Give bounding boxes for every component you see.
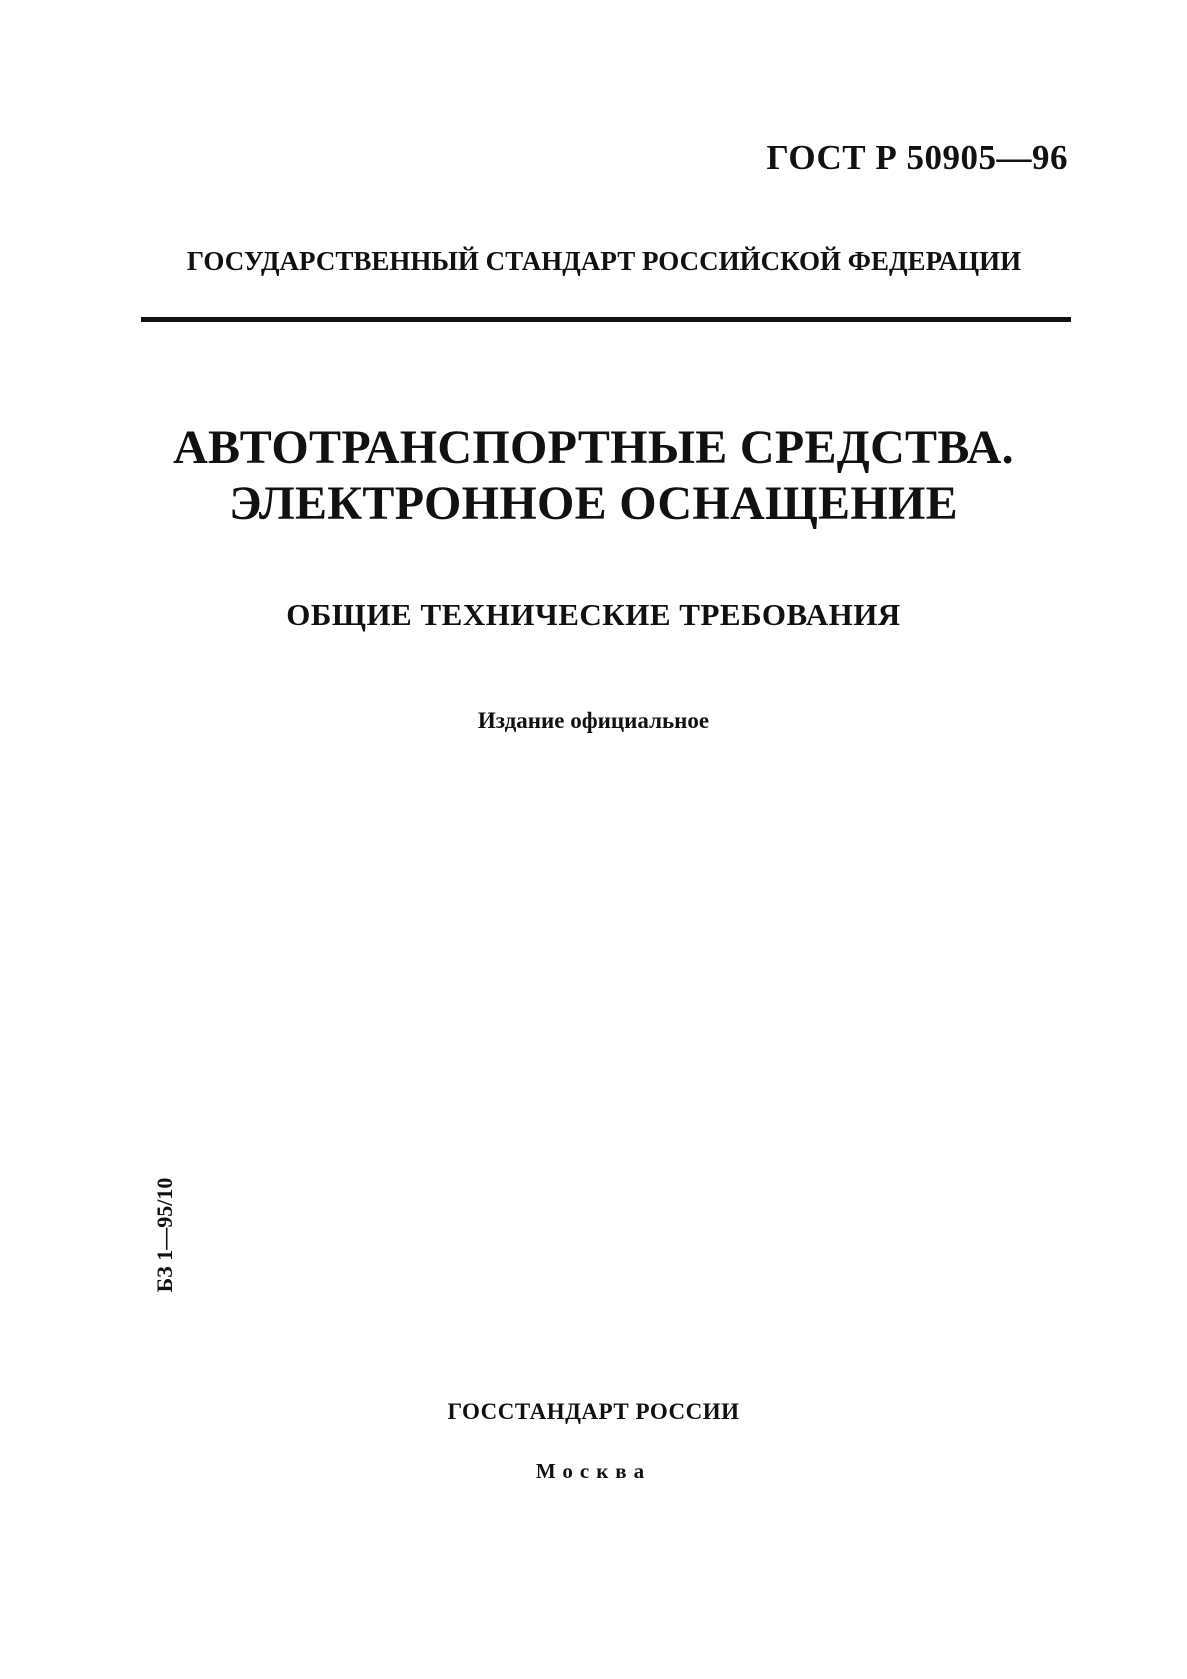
title-line-1: АВТОТРАНСПОРТНЫЕ СРЕДСТВА. xyxy=(173,421,1014,474)
document-title xyxy=(0,420,1187,532)
header-divider xyxy=(141,317,1071,322)
gost-number: ГОСТ Р 50905—96 xyxy=(766,138,1068,177)
publication-city: Москва xyxy=(535,1459,652,1483)
edition-note: Издание официальное xyxy=(477,708,710,733)
side-code: БЗ 1—95/10 xyxy=(152,1177,177,1293)
title-line-2: ЭЛЕКТРОННОЕ ОСНАЩЕНИЕ xyxy=(229,477,958,530)
state-standard-heading: ГОСУДАРСТВЕННЫЙ СТАНДАРТ РОССИЙСКОЙ ФЕДЕРАЦИИ xyxy=(186,246,1022,276)
document-subtitle: ОБЩИЕ ТЕХНИЧЕСКИЕ ТРЕБОВАНИЯ xyxy=(286,597,901,632)
publisher: ГОССТАНДАРТ РОССИИ xyxy=(447,1399,740,1424)
